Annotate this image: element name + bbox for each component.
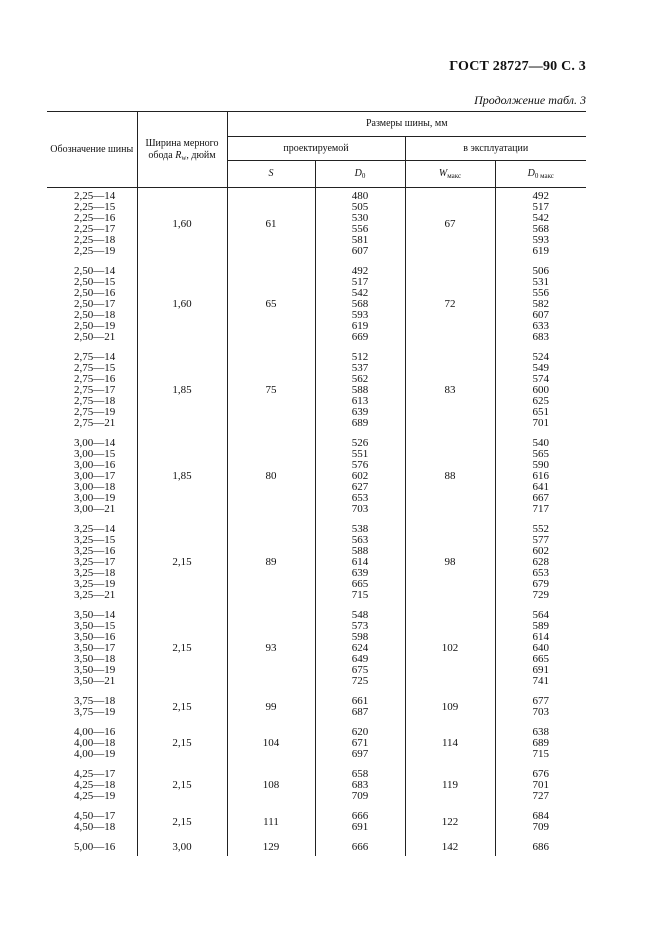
tires-value: 3,50—14: [74, 609, 116, 621]
d0max-value: 517: [532, 201, 549, 213]
d0max-value: 552: [532, 523, 549, 535]
d0-value: 666: [351, 841, 369, 853]
d0max-value: 686: [532, 841, 549, 853]
tires-value: 3,25—16: [74, 545, 116, 557]
header-in-operation: в эксплуатации: [405, 137, 586, 161]
tires-value: 2,50—19: [74, 320, 116, 332]
table-row: [47, 604, 586, 690]
d0-value: 709: [351, 790, 369, 802]
d0max-value: 703: [532, 706, 549, 718]
cell-s: 65: [227, 260, 315, 346]
d0max-value: 729: [532, 589, 549, 601]
cell-wmax: 102: [405, 604, 495, 690]
d0-value: 620: [351, 726, 369, 738]
cell-d0max: [495, 836, 586, 856]
d0max-value: 677: [532, 695, 549, 707]
cell-tires: [47, 432, 137, 518]
cell-d0max: [495, 260, 586, 346]
cell-d0: [315, 721, 405, 763]
d0-value: 598: [351, 631, 369, 643]
d0-value: 588: [351, 384, 369, 396]
d0max-value: 549: [532, 362, 549, 374]
tires-value: 3,75—18: [74, 695, 116, 707]
d0max-value: 542: [532, 212, 549, 224]
d0-value: 703: [351, 503, 369, 515]
tire-sizes-table: [47, 111, 586, 856]
header-designed: проектируемой: [227, 137, 405, 161]
tires-value: 4,25—17: [74, 768, 116, 780]
cell-s: 61: [227, 188, 315, 261]
d0-value: 675: [351, 664, 369, 676]
tires-value: 3,00—17: [74, 470, 116, 482]
cell-tires: [47, 721, 137, 763]
cell-rim: 1,60: [137, 260, 227, 346]
cell-wmax: 119: [405, 763, 495, 805]
cell-s: 75: [227, 346, 315, 432]
table-row: [47, 188, 586, 261]
tires-value: 2,50—15: [74, 276, 116, 288]
cell-rim: 2,15: [137, 763, 227, 805]
d0-value: 715: [351, 589, 369, 601]
cell-d0max: [495, 188, 586, 261]
d0max-value: 564: [532, 609, 549, 621]
tires-value: 4,50—18: [74, 821, 116, 833]
cell-tires: [47, 690, 137, 721]
header-designation: Обозначение шины: [47, 112, 137, 188]
d0-value: 661: [351, 695, 369, 707]
cell-tires: [47, 188, 137, 261]
tires-value: 2,25—18: [74, 234, 116, 246]
cell-s: 89: [227, 518, 315, 604]
cell-s: 99: [227, 690, 315, 721]
table-row: [47, 763, 586, 805]
d0max-value: 633: [532, 320, 549, 332]
d0max-value: 492: [532, 190, 549, 202]
cell-rim: 1,85: [137, 346, 227, 432]
cell-tires: [47, 763, 137, 805]
tires-value: 3,00—16: [74, 459, 116, 471]
tires-value: 2,25—14: [74, 190, 116, 202]
d0max-value: 589: [532, 620, 549, 632]
cell-d0: [315, 260, 405, 346]
d0-value: 607: [351, 245, 369, 257]
cell-d0: [315, 805, 405, 836]
tires-value: 5,00—16: [74, 841, 116, 853]
tires-value: 3,50—19: [74, 664, 116, 676]
d0max-value: 653: [532, 567, 549, 579]
cell-wmax: 114: [405, 721, 495, 763]
tires-value: 3,50—17: [74, 642, 116, 654]
tires-value: 3,50—15: [74, 620, 116, 632]
cell-tires: [47, 604, 137, 690]
d0max-value: 556: [532, 287, 549, 299]
d0max-value: 574: [532, 373, 549, 385]
d0-value: 581: [351, 234, 369, 246]
tires-value: 2,75—15: [74, 362, 116, 374]
cell-wmax: 72: [405, 260, 495, 346]
d0-value: 614: [351, 556, 369, 568]
cell-s: 129: [227, 836, 315, 856]
table-row: [47, 260, 586, 346]
cell-rim: 2,15: [137, 805, 227, 836]
d0-value: 619: [351, 320, 369, 332]
d0-value: 658: [351, 768, 369, 780]
d0max-value: 577: [532, 534, 549, 546]
cell-d0: [315, 836, 405, 856]
d0-value: 480: [351, 190, 369, 202]
header-d0: $D_0$: [315, 161, 405, 188]
d0max-value: 741: [532, 675, 549, 687]
cell-rim: 2,15: [137, 721, 227, 763]
d0max-value: 607: [532, 309, 549, 321]
d0-value: 639: [351, 406, 369, 418]
cell-wmax: 109: [405, 690, 495, 721]
d0max-value: 684: [532, 810, 549, 822]
tires-value: 4,00—16: [74, 726, 116, 738]
d0-value: 593: [351, 309, 369, 321]
header-d0max: $D_{0 макс}$: [495, 161, 586, 188]
d0max-value: 616: [532, 470, 549, 482]
d0max-value: 667: [532, 492, 549, 504]
d0-value: 576: [351, 459, 369, 471]
d0-value: 669: [351, 331, 369, 343]
header-rim-width: Ширина мерного обода $R_w$, дюйм: [137, 112, 227, 188]
d0-value: 505: [351, 201, 369, 213]
tires-value: 3,25—14: [74, 523, 116, 535]
d0max-value: 602: [532, 545, 549, 557]
table-continuation-label: Продолжение табл. 3: [474, 93, 586, 107]
cell-tires: [47, 346, 137, 432]
cell-wmax: 67: [405, 188, 495, 261]
d0max-value: 701: [532, 779, 549, 791]
d0-value: 563: [351, 534, 369, 546]
d0-value: 639: [351, 567, 369, 579]
d0max-value: 709: [532, 821, 549, 833]
tires-value: 2,25—15: [74, 201, 116, 213]
d0-value: 588: [351, 545, 369, 557]
cell-wmax: 122: [405, 805, 495, 836]
table-row: [47, 690, 586, 721]
d0-value: 573: [351, 620, 369, 632]
table-row: [47, 346, 586, 432]
tires-value: 3,00—14: [74, 437, 116, 449]
cell-d0max: [495, 721, 586, 763]
page-header-title: ГОСТ 28727—90 С. 3: [449, 59, 586, 74]
tires-value: 3,25—21: [74, 589, 116, 601]
d0max-value: 582: [532, 298, 549, 310]
d0max-value: 524: [532, 351, 549, 363]
cell-rim: 2,15: [137, 690, 227, 721]
d0max-value: 614: [532, 631, 549, 643]
d0max-value: 717: [532, 503, 549, 515]
tires-value: 3,50—16: [74, 631, 116, 643]
tires-value: 3,25—18: [74, 567, 116, 579]
d0-value: 492: [351, 265, 369, 277]
cell-d0max: [495, 763, 586, 805]
header-tire-sizes: Размеры шины, мм: [227, 112, 586, 137]
table-row: [47, 805, 586, 836]
cell-d0max: [495, 518, 586, 604]
d0-value: 562: [351, 373, 369, 385]
tires-value: 4,00—19: [74, 748, 116, 760]
cell-d0: [315, 432, 405, 518]
cell-tires: [47, 836, 137, 856]
cell-s: 108: [227, 763, 315, 805]
d0max-value: 640: [532, 642, 549, 654]
d0-value: 687: [351, 706, 369, 718]
cell-tires: [47, 518, 137, 604]
cell-tires: [47, 260, 137, 346]
d0-value: 624: [351, 642, 369, 654]
cell-rim: 2,15: [137, 604, 227, 690]
tires-value: 2,50—18: [74, 309, 116, 321]
d0-value: 689: [351, 417, 369, 429]
d0max-value: 641: [532, 481, 549, 493]
cell-d0: [315, 763, 405, 805]
tires-value: 3,25—19: [74, 578, 116, 590]
d0-value: 725: [351, 675, 369, 687]
cell-s: 104: [227, 721, 315, 763]
tires-value: 2,50—21: [74, 331, 116, 343]
tires-value: 4,25—19: [74, 790, 116, 802]
d0-value: 653: [351, 492, 369, 504]
cell-d0max: [495, 805, 586, 836]
d0-value: 526: [351, 437, 369, 449]
cell-rim: 1,60: [137, 188, 227, 261]
d0max-value: 540: [532, 437, 549, 449]
d0-value: 627: [351, 481, 369, 493]
d0-value: 548: [351, 609, 369, 621]
cell-wmax: 83: [405, 346, 495, 432]
tires-value: 2,50—14: [74, 265, 116, 277]
tires-value: 2,50—17: [74, 298, 116, 310]
d0max-value: 531: [532, 276, 549, 288]
d0-value: 568: [351, 298, 369, 310]
table-row: [47, 432, 586, 518]
tires-value: 3,00—19: [74, 492, 116, 504]
cell-s: 80: [227, 432, 315, 518]
cell-d0max: [495, 346, 586, 432]
cell-d0max: [495, 432, 586, 518]
tires-value: 2,75—17: [74, 384, 116, 396]
d0max-value: 727: [532, 790, 549, 802]
cell-wmax: 88: [405, 432, 495, 518]
tires-value: 4,50—17: [74, 810, 116, 822]
table-row: [47, 518, 586, 604]
tires-value: 3,25—17: [74, 556, 116, 568]
d0max-value: 625: [532, 395, 549, 407]
cell-wmax: 98: [405, 518, 495, 604]
d0-value: 542: [351, 287, 369, 299]
cell-d0: [315, 690, 405, 721]
d0max-value: 676: [532, 768, 549, 780]
tires-value: 2,75—18: [74, 395, 116, 407]
d0max-value: 619: [532, 245, 549, 257]
d0max-value: 568: [532, 223, 549, 235]
d0max-value: 590: [532, 459, 549, 471]
d0max-value: 600: [532, 384, 549, 396]
cell-d0max: [495, 604, 586, 690]
tires-value: 2,25—16: [74, 212, 116, 224]
tires-value: 3,25—15: [74, 534, 116, 546]
d0-value: 649: [351, 653, 369, 665]
tires-value: 2,75—19: [74, 406, 116, 418]
cell-s: 93: [227, 604, 315, 690]
d0-value: 537: [351, 362, 369, 374]
cell-d0: [315, 604, 405, 690]
d0max-value: 665: [532, 653, 549, 665]
d0-value: 666: [351, 810, 369, 822]
tires-value: 2,75—16: [74, 373, 116, 385]
d0max-value: 689: [532, 737, 549, 749]
header-wmax: $W_{макс}$: [405, 161, 495, 188]
cell-rim: 2,15: [137, 518, 227, 604]
tires-value: 3,50—18: [74, 653, 116, 665]
d0max-value: 683: [532, 331, 549, 343]
d0-value: 602: [351, 470, 369, 482]
cell-d0: [315, 518, 405, 604]
tires-value: 2,75—21: [74, 417, 116, 429]
d0-value: 530: [351, 212, 369, 224]
d0-value: 538: [351, 523, 369, 535]
d0-value: 671: [351, 737, 369, 749]
cell-s: 111: [227, 805, 315, 836]
d0max-value: 679: [532, 578, 549, 590]
tires-value: 2,50—16: [74, 287, 116, 299]
cell-d0: [315, 188, 405, 261]
d0max-value: 651: [532, 406, 549, 418]
cell-rim: 1,85: [137, 432, 227, 518]
cell-d0: [315, 346, 405, 432]
tires-value: 3,50—21: [74, 675, 116, 687]
cell-tires: [47, 805, 137, 836]
d0-value: 517: [351, 276, 369, 288]
table-row: [47, 836, 586, 856]
d0-value: 683: [351, 779, 369, 791]
tires-value: 2,75—14: [74, 351, 116, 363]
d0max-value: 628: [532, 556, 549, 568]
d0max-value: 691: [532, 664, 549, 676]
d0max-value: 701: [532, 417, 549, 429]
d0max-value: 593: [532, 234, 549, 246]
d0-value: 556: [351, 223, 369, 235]
tires-value: 3,75—19: [74, 706, 116, 718]
tires-value: 2,25—19: [74, 245, 116, 257]
cell-d0max: [495, 690, 586, 721]
tires-value: 3,00—18: [74, 481, 116, 493]
d0max-value: 638: [532, 726, 549, 738]
d0-value: 697: [351, 748, 369, 760]
d0-value: 512: [351, 351, 369, 363]
table-row: [47, 721, 586, 763]
tires-value: 4,25—18: [74, 779, 116, 791]
tires-value: 2,25—17: [74, 223, 116, 235]
cell-wmax: 142: [405, 836, 495, 856]
header-s: S: [227, 161, 315, 188]
tires-value: 4,00—18: [74, 737, 116, 749]
d0-value: 551: [351, 448, 369, 460]
tires-value: 3,00—21: [74, 503, 116, 515]
d0-value: 691: [351, 821, 369, 833]
d0max-value: 506: [532, 265, 549, 277]
d0max-value: 565: [532, 448, 549, 460]
tires-value: 3,00—15: [74, 448, 116, 460]
d0max-value: 715: [532, 748, 549, 760]
d0-value: 613: [351, 395, 369, 407]
table-body: [47, 188, 586, 857]
d0-value: 665: [351, 578, 369, 590]
cell-rim: 3,00: [137, 836, 227, 856]
